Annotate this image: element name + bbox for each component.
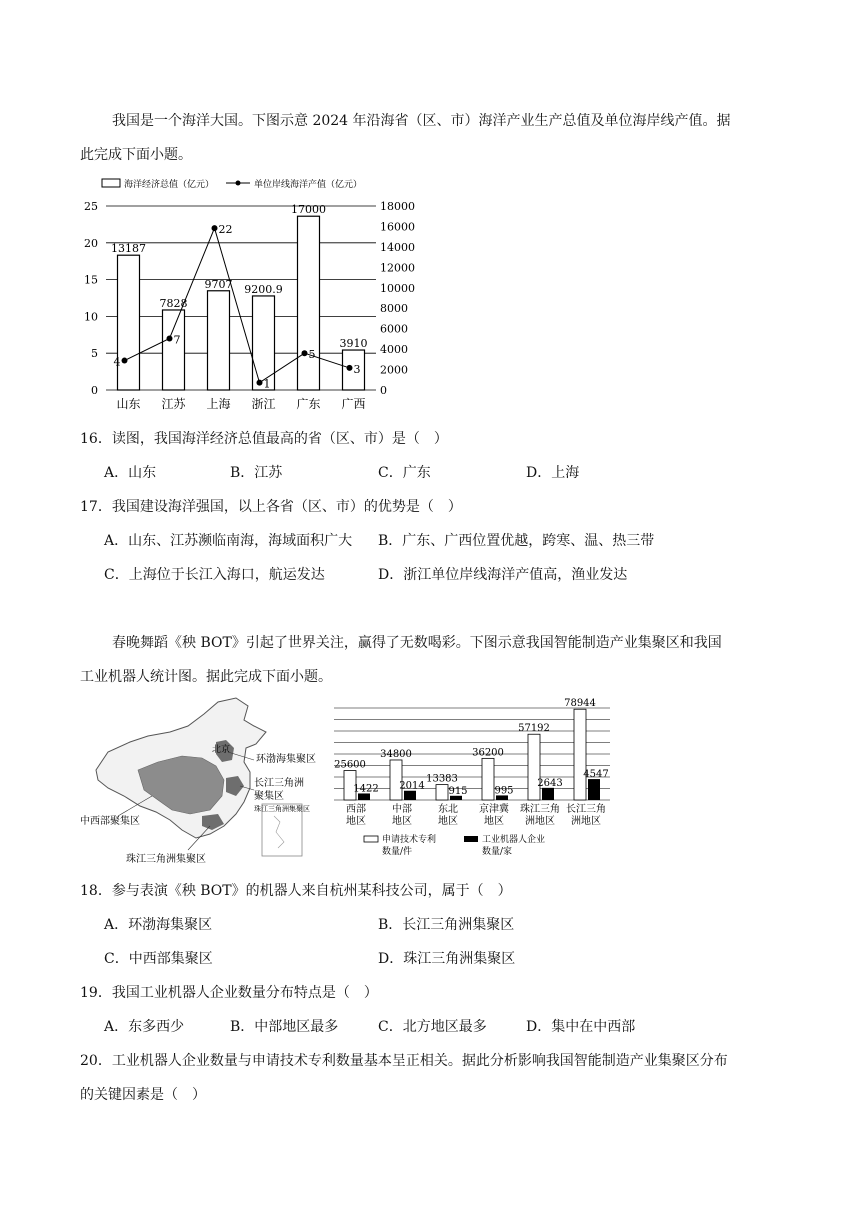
chart1-left-tick: 25 xyxy=(84,200,98,213)
chart2-category-label: 中部 xyxy=(392,804,412,815)
legend-patent-label-1: 申请技术专利 xyxy=(382,835,437,845)
intro2-line1: 春晚舞蹈《秧 BOT》引起了世界关注，赢得了无数喝彩。下图示意我国智能制造产业集聚区和我国 xyxy=(112,635,722,651)
q16-option-b[interactable]: B．江苏 xyxy=(230,465,283,481)
chart2-legend xyxy=(364,833,545,857)
q19-option-b[interactable]: B．中部地区最多 xyxy=(230,1019,339,1035)
chart1-line-point xyxy=(302,350,308,356)
legend-patent-swatch xyxy=(364,836,378,842)
chart1-right-tick: 14000 xyxy=(380,240,415,254)
chart2-category-label: 洲地区 xyxy=(525,816,555,827)
chart2-patent-label: 78944 xyxy=(564,698,596,710)
chart1-left-tick: 20 xyxy=(84,236,98,250)
q18-stem: 18．参与表演《秧 BOT》的机器人来自杭州某科技公司，属于（ ） xyxy=(80,883,512,899)
beijing-label: 北京 xyxy=(212,745,231,755)
chart2-patent-label: 25600 xyxy=(334,759,366,771)
q18-option-c[interactable]: C．中西部集聚区 xyxy=(104,951,213,967)
yangtze-cluster-label-2: 聚集区 xyxy=(254,791,284,802)
chart1-right-tick: 8000 xyxy=(380,302,408,316)
q16-stem: 16．读图，我国海洋经济总值最高的省（区、市）是（ ） xyxy=(80,431,448,447)
q19-option-d[interactable]: D．集中在中西部 xyxy=(526,1019,636,1035)
chart1-point-label: 3 xyxy=(353,362,361,376)
legend-robot-label-2: 数量/家 xyxy=(482,847,513,857)
chart1-right-tick: 16000 xyxy=(380,220,415,234)
chart1-point-label: 1 xyxy=(263,377,271,391)
chart1-bar-label: 7828 xyxy=(159,296,188,310)
chart2-patent-label: 57192 xyxy=(518,723,550,735)
chart1-bar xyxy=(253,296,275,390)
chart2-category-label: 西部 xyxy=(346,804,366,815)
chart2-categories xyxy=(346,802,606,827)
chart1-line-point xyxy=(347,365,353,371)
q20-line2: 的关键因素是（ ） xyxy=(80,1087,206,1103)
chart1-bar-label: 9707 xyxy=(204,277,233,291)
chart2-robot-label: 995 xyxy=(494,785,514,797)
central-west-cluster-label: 中西部聚集区 xyxy=(80,816,140,827)
chart1-bar-label: 9200.9 xyxy=(244,282,283,296)
chart2-category-label: 东北 xyxy=(438,804,458,815)
chart1-right-tick: 6000 xyxy=(380,322,408,336)
chart1-point-label: 7 xyxy=(173,333,181,347)
intro1-line1: 我国是一个海洋大国。下图示意 2024 年沿海省（区、市）海洋产业生产总值及单位海岸线产值。据 xyxy=(112,113,731,129)
q19-stem: 19．我国工业机器人企业数量分布特点是（ ） xyxy=(80,985,378,1001)
chart2-category-label: 地区 xyxy=(438,816,458,827)
chart2-category-label: 地区 xyxy=(346,816,366,827)
q16-option-a[interactable]: A．山东 xyxy=(104,465,157,481)
q17-stem: 17．我国建设海洋强国，以上各省（区、市）的优势是（ ） xyxy=(80,499,462,515)
chart2-category-label: 洲地区 xyxy=(571,816,601,827)
chart1-bar xyxy=(118,255,140,390)
chart1-line-series xyxy=(114,223,361,391)
chart1-category-label: 广东 xyxy=(296,397,321,411)
chart1-line-point xyxy=(167,335,173,341)
chart1-right-tick: 4000 xyxy=(380,343,408,357)
chart1-right-tick: 12000 xyxy=(380,261,415,275)
legend-bar-label: 海洋经济总值（亿元） xyxy=(124,180,215,190)
chart1-category-label: 江苏 xyxy=(161,397,186,411)
chart1-left-tick: 5 xyxy=(91,347,98,361)
chart1-bars xyxy=(111,203,368,390)
chart2-robot-label: 2643 xyxy=(537,777,563,789)
chart2-category-label: 珠江三角 xyxy=(520,804,560,815)
chart2-robot-bar xyxy=(404,791,416,800)
legend-patent-label-2: 数量/件 xyxy=(382,847,413,857)
chart1-right-axis xyxy=(380,200,415,397)
chart2-robot-label: 2014 xyxy=(399,780,425,792)
chart1-right-tick: 2000 xyxy=(380,363,408,377)
chart2-category-label: 地区 xyxy=(392,816,412,827)
ocean-economy-chart xyxy=(78,172,415,414)
q19-option-a[interactable]: A．东多西少 xyxy=(104,1019,185,1035)
pearl-cluster-label: 珠江三角洲集聚区 xyxy=(126,854,206,865)
bohai-cluster-label: 环渤海集聚区 xyxy=(256,754,316,765)
chart1-right-tick: 10000 xyxy=(380,281,415,295)
chart1-left-tick: 0 xyxy=(91,384,98,397)
chart1-categories xyxy=(116,396,365,411)
chart2-category-label: 长江三角 xyxy=(566,804,606,815)
legend-bar-swatch xyxy=(102,179,120,187)
intro2-line2: 工业机器人统计图。据此完成下面小题。 xyxy=(80,669,332,685)
chart1-category-label: 浙江 xyxy=(251,397,276,411)
chart1-bar-label: 3910 xyxy=(339,337,368,351)
chart1-point-label: 5 xyxy=(308,348,316,362)
chart2-category-label: 京津冀 xyxy=(479,804,509,815)
chart2-robot-bar xyxy=(588,779,600,800)
chart1-bar xyxy=(208,291,230,390)
q18-option-b[interactable]: B．长江三角洲集聚区 xyxy=(378,917,515,933)
q19-option-c[interactable]: C．北方地区最多 xyxy=(378,1019,487,1035)
chart1-bar xyxy=(163,310,185,390)
chart2-patent-bar xyxy=(482,758,494,800)
inset-cluster-label: 珠江三角洲集聚区 xyxy=(254,805,310,813)
chart1-bar-label: 13187 xyxy=(111,242,146,256)
chart1-right-tick: 18000 xyxy=(380,200,415,213)
chart2-category-label: 地区 xyxy=(484,816,504,827)
q16-option-d[interactable]: D．上海 xyxy=(526,465,580,481)
chart2-patent-bar xyxy=(436,785,448,800)
chart2-patent-label: 34800 xyxy=(380,748,412,760)
q17-option-d[interactable]: D．浙江单位岸线海洋产值高，渔业发达 xyxy=(378,567,628,583)
chart1-bar-label: 17000 xyxy=(291,203,326,217)
chart2-bars xyxy=(334,698,609,800)
chart1-line-point xyxy=(122,358,128,364)
chart1-category-label: 山东 xyxy=(116,397,141,411)
q17-option-c[interactable]: C．上海位于长江入海口，航运发达 xyxy=(104,567,325,583)
industrial-robot-chart xyxy=(330,700,620,870)
q18-option-a[interactable]: A．环渤海集聚区 xyxy=(104,917,213,933)
q18-option-d[interactable]: D．珠江三角洲集聚区 xyxy=(378,951,516,967)
chart2-patent-bar xyxy=(574,709,586,800)
chart1-legend xyxy=(102,178,362,190)
chart1-category-label: 上海 xyxy=(206,397,231,411)
q20-line1: 20．工业机器人企业数量与申请技术专利数量基本呈正相关。据此分析影响我国智能制造产业集聚区分布 xyxy=(80,1053,728,1069)
yangtze-cluster-label-1: 长江三角洲 xyxy=(254,778,304,789)
intro1-line2: 此完成下面小题。 xyxy=(80,147,192,163)
chart1-line-point xyxy=(212,225,218,231)
chart1-right-tick: 0 xyxy=(380,384,387,397)
chart1-line-point xyxy=(257,380,263,386)
legend-robot-label-1: 工业机器人企业 xyxy=(482,835,546,845)
chart1-left-axis xyxy=(84,200,98,397)
chart1-bar xyxy=(298,216,320,390)
chart1-grid xyxy=(106,206,376,390)
chart1-left-tick: 15 xyxy=(84,273,98,287)
chart2-patent-bar xyxy=(528,734,540,800)
chart2-robot-label: 4547 xyxy=(583,769,609,781)
legend-line-label: 单位岸线海洋产值（亿元） xyxy=(254,180,363,190)
chart2-robot-bar xyxy=(542,788,554,800)
q17-option-a[interactable]: A．山东、江苏濒临南海，海域面积广大 xyxy=(104,533,353,549)
chart2-robot-label: 1422 xyxy=(353,783,379,795)
chart1-left-tick: 10 xyxy=(84,310,98,324)
chart2-patent-label: 13383 xyxy=(426,773,458,785)
chart2-robot-label: 915 xyxy=(448,785,468,797)
q16-option-c[interactable]: C．广东 xyxy=(378,465,431,481)
chart1-point-label: 22 xyxy=(218,223,233,237)
legend-robot-swatch xyxy=(464,836,478,842)
chart1-point-label: 4 xyxy=(113,355,121,369)
q17-option-b[interactable]: B．广东、广西位置优越，跨寒、温、热三带 xyxy=(378,533,655,549)
china-industry-cluster-map xyxy=(78,692,328,872)
legend-line-marker xyxy=(236,181,241,186)
chart1-category-label: 广西 xyxy=(341,397,366,411)
chart2-patent-label: 36200 xyxy=(472,747,504,759)
